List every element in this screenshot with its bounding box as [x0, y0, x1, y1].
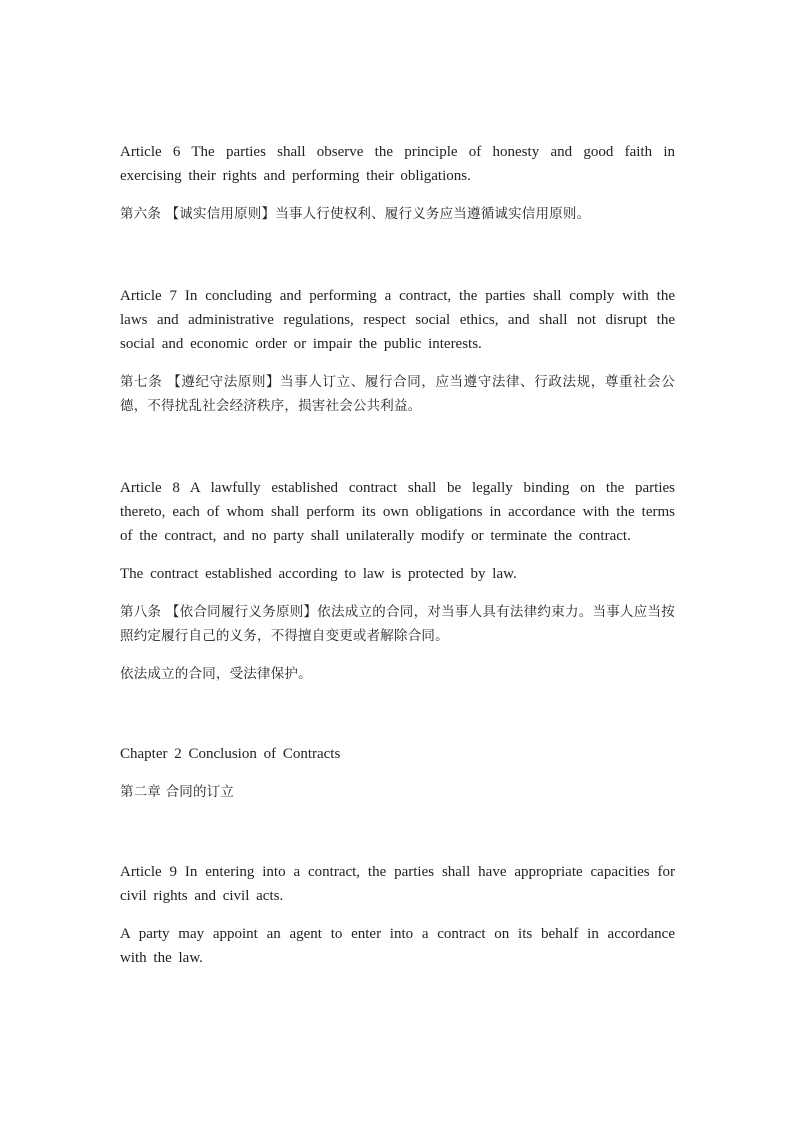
article-8-english-2: The contract established according to law is protected by law.: [120, 566, 517, 582]
article-7-chinese: 第七条 【遵纪守法原则】当事人订立、履行合同，应当遵守法律、行政法规，尊重社会公德，不得扰乱社会经济秩序，损害社会公共利益。: [120, 374, 675, 414]
chapter-2-chinese: 第二章 合同的订立: [120, 784, 235, 800]
article-9-english-2: A party may appoint an agent to enter into a contract on its behalf in accordance with the law.: [120, 926, 675, 966]
chapter-2-heading: [120, 742, 675, 804]
article-6-chinese: 第六条 【诚实信用原则】当事人行使权利、履行义务应当遵循诚实信用原则。: [120, 206, 591, 222]
article-8-chinese: 第八条 【依合同履行义务原则】依法成立的合同，对当事人具有法律约束力。当事人应当按照约定履行自己的义务，不得擅自变更或者解除合同。: [120, 604, 675, 644]
article-8-chinese-2: 依法成立的合同，受法律保护。: [120, 666, 312, 682]
chapter-2-english: Chapter 2 Conclusion of Contracts: [120, 746, 341, 762]
article-7: [120, 284, 675, 418]
article-6-english: Article 6 The parties shall observe the principle of honesty and good faith in exercising their rights and performing their obligations.: [120, 144, 675, 184]
article-8-english: Article 8 A lawfully established contract shall be legally binding on the parties thereto, each of whom shall perform its own obligations in accordance with the terms of the contract, and no party shall unilaterally modify or terminate the contract.: [120, 480, 675, 544]
article-7-english: Article 7 In concluding and performing a contract, the parties shall comply with the laws and administrative regulations, respect social ethics, and shall not disrupt the social and economic order or impair the public interests.: [120, 288, 675, 352]
document-page: [120, 140, 675, 984]
article-9: [120, 860, 675, 970]
article-6: [120, 140, 675, 226]
article-9-english: Article 9 In entering into a contract, the parties shall have appropriate capacities for civil rights and civil acts.: [120, 864, 675, 904]
article-8: [120, 476, 675, 686]
